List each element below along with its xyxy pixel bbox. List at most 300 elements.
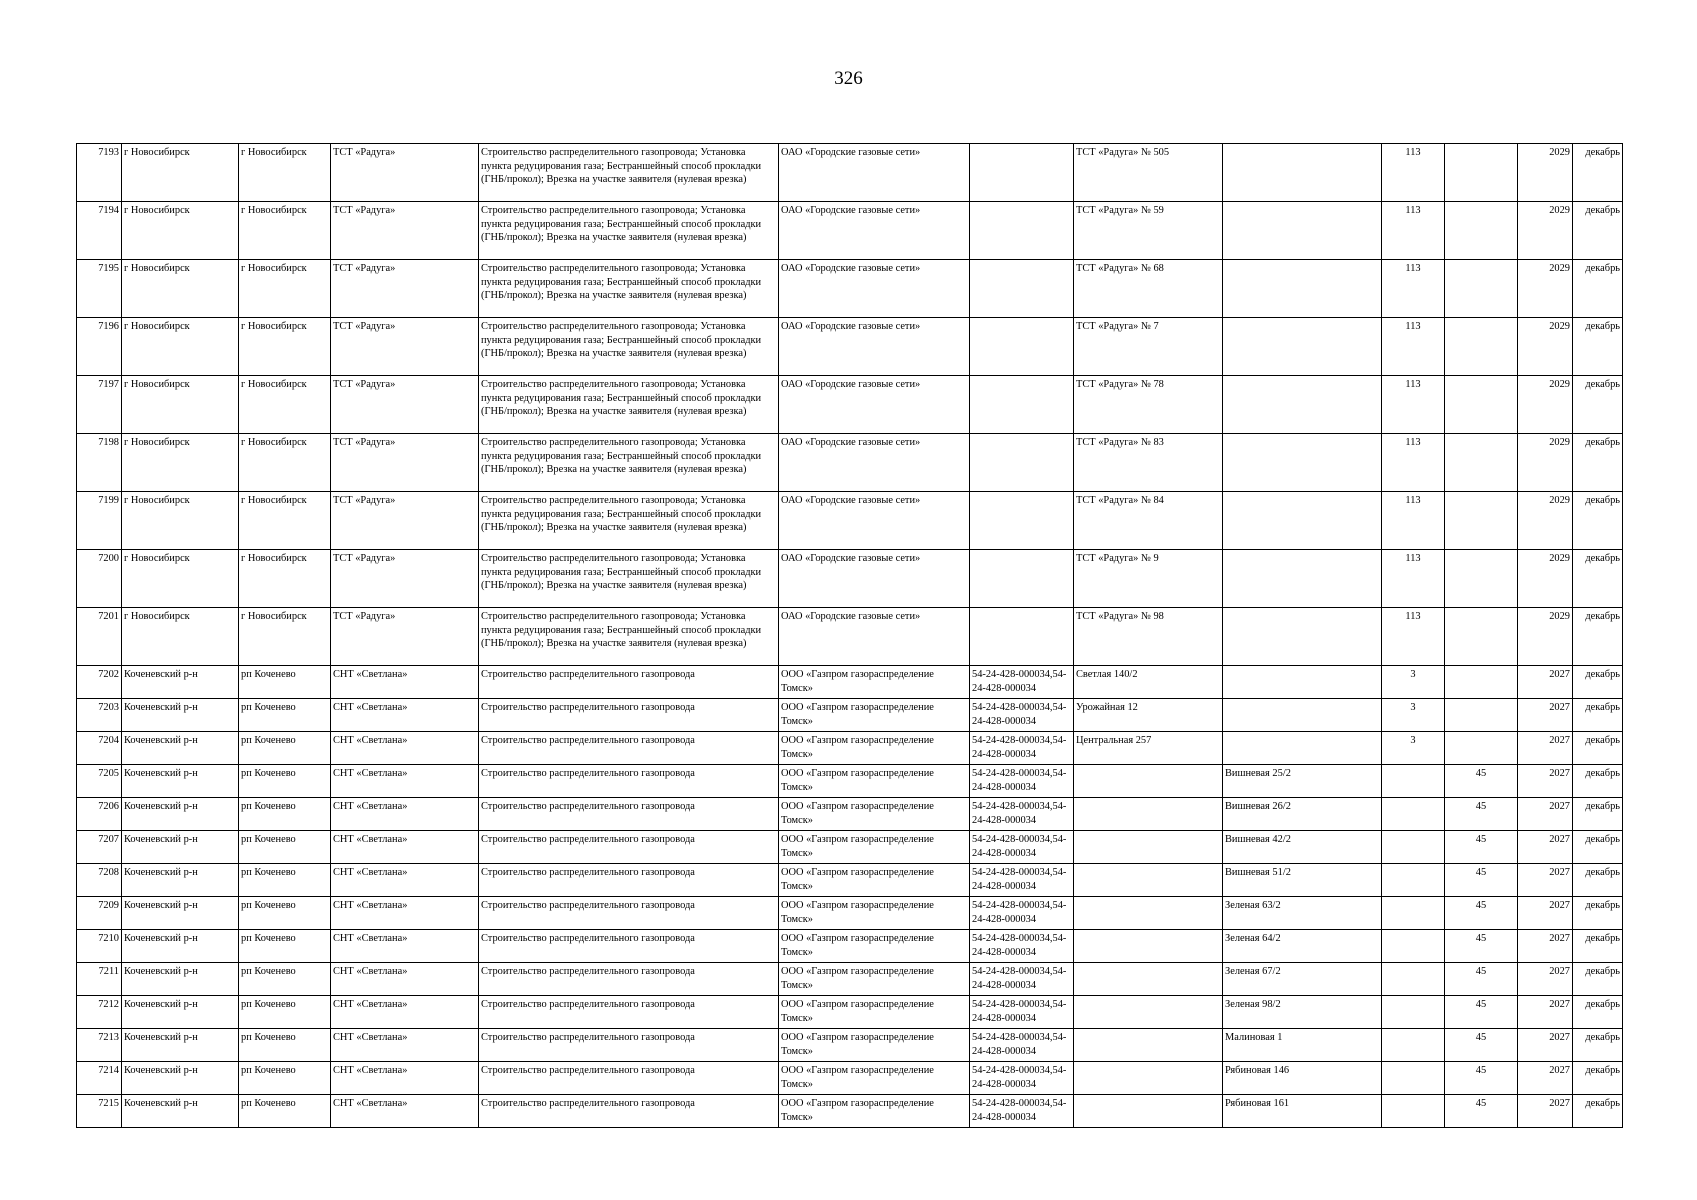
work-description-cell: Строительство распределительного газопровода <box>479 732 779 765</box>
table-row <box>77 1062 1623 1095</box>
district-cell: г Новосибирск <box>122 376 239 434</box>
partnership-cell: СНТ «Светлана» <box>331 996 479 1029</box>
partnership-cell: ТСТ «Радуга» <box>331 434 479 492</box>
object-address-cell <box>1074 864 1223 897</box>
object-address-alt-cell: Рябиновая 146 <box>1223 1062 1382 1095</box>
table-row <box>77 260 1623 318</box>
value-b-cell <box>1445 492 1518 550</box>
cadastral-number-cell: 54-24-428-000034,54-24-428-000034 <box>970 666 1074 699</box>
month-cell: декабрь <box>1573 963 1623 996</box>
row-number: 7206 <box>77 798 122 831</box>
value-b-cell: 45 <box>1445 996 1518 1029</box>
cadastral-number-cell <box>970 434 1074 492</box>
month-cell: декабрь <box>1573 260 1623 318</box>
object-address-alt-cell <box>1223 608 1382 666</box>
work-description-cell: Строительство распределительного газопровода; Установка пункта редуцирования газа; Бестраншейный способ прокладки (ГНБ/прокол); Врезка на участке заявителя (нулевая врезка) <box>479 260 779 318</box>
table-body <box>77 144 1623 1128</box>
table-row <box>77 897 1623 930</box>
cadastral-number-cell <box>970 260 1074 318</box>
cadastral-number-cell <box>970 318 1074 376</box>
year-cell: 2027 <box>1518 897 1573 930</box>
value-b-cell <box>1445 202 1518 260</box>
locality-cell: рп Коченево <box>239 864 331 897</box>
district-cell: Коченевский р-н <box>122 732 239 765</box>
work-description-cell: Строительство распределительного газопровода; Установка пункта редуцирования газа; Бестраншейный способ прокладки (ГНБ/прокол); Врезка на участке заявителя (нулевая врезка) <box>479 434 779 492</box>
table-row <box>77 492 1623 550</box>
operator-cell: ООО «Газпром газораспределение Томск» <box>779 732 970 765</box>
month-cell: декабрь <box>1573 1095 1623 1128</box>
year-cell: 2027 <box>1518 1095 1573 1128</box>
object-address-cell <box>1074 897 1223 930</box>
object-address-cell <box>1074 963 1223 996</box>
partnership-cell: СНТ «Светлана» <box>331 1095 479 1128</box>
year-cell: 2029 <box>1518 318 1573 376</box>
locality-cell: г Новосибирск <box>239 144 331 202</box>
table-row <box>77 318 1623 376</box>
cadastral-number-cell: 54-24-428-000034,54-24-428-000034 <box>970 930 1074 963</box>
district-cell: г Новосибирск <box>122 608 239 666</box>
object-address-alt-cell: Зеленая 63/2 <box>1223 897 1382 930</box>
month-cell: декабрь <box>1573 550 1623 608</box>
operator-cell: ОАО «Городские газовые сети» <box>779 144 970 202</box>
partnership-cell: ТСТ «Радуга» <box>331 318 479 376</box>
district-cell: Коченевский р-н <box>122 930 239 963</box>
value-b-cell <box>1445 434 1518 492</box>
year-cell: 2027 <box>1518 1029 1573 1062</box>
value-b-cell <box>1445 376 1518 434</box>
object-address-alt-cell <box>1223 699 1382 732</box>
district-cell: Коченевский р-н <box>122 831 239 864</box>
locality-cell: рп Коченево <box>239 1095 331 1128</box>
row-number: 7200 <box>77 550 122 608</box>
operator-cell: ООО «Газпром газораспределение Томск» <box>779 798 970 831</box>
row-number: 7209 <box>77 897 122 930</box>
row-number: 7193 <box>77 144 122 202</box>
month-cell: декабрь <box>1573 732 1623 765</box>
object-address-cell <box>1074 1062 1223 1095</box>
locality-cell: рп Коченево <box>239 699 331 732</box>
district-cell: Коченевский р-н <box>122 1095 239 1128</box>
row-number: 7205 <box>77 765 122 798</box>
locality-cell: рп Коченево <box>239 963 331 996</box>
cadastral-number-cell <box>970 608 1074 666</box>
row-number: 7197 <box>77 376 122 434</box>
operator-cell: ОАО «Городские газовые сети» <box>779 608 970 666</box>
district-cell: Коченевский р-н <box>122 699 239 732</box>
month-cell: декабрь <box>1573 831 1623 864</box>
partnership-cell: ТСТ «Радуга» <box>331 202 479 260</box>
value-a-cell <box>1382 798 1445 831</box>
value-a-cell <box>1382 897 1445 930</box>
district-cell: г Новосибирск <box>122 260 239 318</box>
table-row <box>77 608 1623 666</box>
district-cell: Коченевский р-н <box>122 897 239 930</box>
operator-cell: ОАО «Городские газовые сети» <box>779 260 970 318</box>
cadastral-number-cell: 54-24-428-000034,54-24-428-000034 <box>970 798 1074 831</box>
value-b-cell: 45 <box>1445 798 1518 831</box>
object-address-cell <box>1074 996 1223 1029</box>
object-address-alt-cell <box>1223 666 1382 699</box>
object-address-cell: ТСТ «Радуга» № 505 <box>1074 144 1223 202</box>
object-address-cell: Центральная 257 <box>1074 732 1223 765</box>
value-b-cell: 45 <box>1445 897 1518 930</box>
operator-cell: ОАО «Городские газовые сети» <box>779 376 970 434</box>
cadastral-number-cell: 54-24-428-000034,54-24-428-000034 <box>970 1095 1074 1128</box>
partnership-cell: СНТ «Светлана» <box>331 798 479 831</box>
operator-cell: ОАО «Городские газовые сети» <box>779 492 970 550</box>
page-number: 326 <box>834 68 863 89</box>
year-cell: 2029 <box>1518 376 1573 434</box>
locality-cell: рп Коченево <box>239 798 331 831</box>
work-description-cell: Строительство распределительного газопровода; Установка пункта редуцирования газа; Бестраншейный способ прокладки (ГНБ/прокол); Врезка на участке заявителя (нулевая врезка) <box>479 550 779 608</box>
partnership-cell: ТСТ «Радуга» <box>331 260 479 318</box>
value-b-cell: 45 <box>1445 1029 1518 1062</box>
month-cell: декабрь <box>1573 434 1623 492</box>
object-address-alt-cell: Зеленая 67/2 <box>1223 963 1382 996</box>
table-row <box>77 765 1623 798</box>
district-cell: Коченевский р-н <box>122 1029 239 1062</box>
work-description-cell: Строительство распределительного газопровода <box>479 963 779 996</box>
value-b-cell <box>1445 144 1518 202</box>
month-cell: декабрь <box>1573 144 1623 202</box>
value-b-cell: 45 <box>1445 765 1518 798</box>
year-cell: 2027 <box>1518 930 1573 963</box>
operator-cell: ООО «Газпром газораспределение Томск» <box>779 765 970 798</box>
table-row <box>77 1095 1623 1128</box>
row-number: 7195 <box>77 260 122 318</box>
row-number: 7203 <box>77 699 122 732</box>
value-b-cell <box>1445 608 1518 666</box>
month-cell: декабрь <box>1573 765 1623 798</box>
partnership-cell: ТСТ «Радуга» <box>331 492 479 550</box>
locality-cell: г Новосибирск <box>239 492 331 550</box>
work-description-cell: Строительство распределительного газопровода; Установка пункта редуцирования газа; Бестраншейный способ прокладки (ГНБ/прокол); Врезка на участке заявителя (нулевая врезка) <box>479 376 779 434</box>
object-address-alt-cell <box>1223 550 1382 608</box>
object-address-alt-cell: Малиновая 1 <box>1223 1029 1382 1062</box>
value-b-cell: 45 <box>1445 864 1518 897</box>
district-cell: Коченевский р-н <box>122 864 239 897</box>
cadastral-number-cell <box>970 492 1074 550</box>
object-address-cell <box>1074 1029 1223 1062</box>
cadastral-number-cell: 54-24-428-000034,54-24-428-000034 <box>970 864 1074 897</box>
gasification-table <box>76 143 1623 1128</box>
year-cell: 2027 <box>1518 732 1573 765</box>
work-description-cell: Строительство распределительного газопровода <box>479 1029 779 1062</box>
operator-cell: ОАО «Городские газовые сети» <box>779 318 970 376</box>
value-b-cell <box>1445 550 1518 608</box>
object-address-alt-cell <box>1223 434 1382 492</box>
object-address-alt-cell <box>1223 202 1382 260</box>
table-row <box>77 798 1623 831</box>
object-address-alt-cell: Вишневая 25/2 <box>1223 765 1382 798</box>
month-cell: декабрь <box>1573 897 1623 930</box>
work-description-cell: Строительство распределительного газопровода; Установка пункта редуцирования газа; Бестраншейный способ прокладки (ГНБ/прокол); Врезка на участке заявителя (нулевая врезка) <box>479 492 779 550</box>
year-cell: 2027 <box>1518 765 1573 798</box>
district-cell: г Новосибирск <box>122 202 239 260</box>
row-number: 7201 <box>77 608 122 666</box>
locality-cell: г Новосибирск <box>239 202 331 260</box>
value-a-cell <box>1382 1029 1445 1062</box>
operator-cell: ООО «Газпром газораспределение Томск» <box>779 864 970 897</box>
table-row <box>77 144 1623 202</box>
partnership-cell: СНТ «Светлана» <box>331 1062 479 1095</box>
work-description-cell: Строительство распределительного газопровода <box>479 798 779 831</box>
year-cell: 2029 <box>1518 434 1573 492</box>
row-number: 7208 <box>77 864 122 897</box>
month-cell: декабрь <box>1573 666 1623 699</box>
value-b-cell: 45 <box>1445 1062 1518 1095</box>
locality-cell: рп Коченево <box>239 1062 331 1095</box>
operator-cell: ООО «Газпром газораспределение Томск» <box>779 897 970 930</box>
table-row <box>77 699 1623 732</box>
table-row <box>77 831 1623 864</box>
row-number: 7214 <box>77 1062 122 1095</box>
row-number: 7215 <box>77 1095 122 1128</box>
object-address-alt-cell: Зеленая 98/2 <box>1223 996 1382 1029</box>
cadastral-number-cell <box>970 550 1074 608</box>
value-a-cell: 113 <box>1382 318 1445 376</box>
value-b-cell <box>1445 666 1518 699</box>
partnership-cell: СНТ «Светлана» <box>331 732 479 765</box>
partnership-cell: СНТ «Светлана» <box>331 897 479 930</box>
month-cell: декабрь <box>1573 1029 1623 1062</box>
object-address-cell: ТСТ «Радуга» № 78 <box>1074 376 1223 434</box>
value-a-cell <box>1382 1095 1445 1128</box>
value-b-cell <box>1445 260 1518 318</box>
operator-cell: ООО «Газпром газораспределение Томск» <box>779 996 970 1029</box>
object-address-alt-cell <box>1223 144 1382 202</box>
partnership-cell: ТСТ «Радуга» <box>331 608 479 666</box>
work-description-cell: Строительство распределительного газопровода <box>479 699 779 732</box>
object-address-alt-cell: Рябиновая 161 <box>1223 1095 1382 1128</box>
object-address-cell <box>1074 798 1223 831</box>
cadastral-number-cell: 54-24-428-000034,54-24-428-000034 <box>970 963 1074 996</box>
value-a-cell: 113 <box>1382 144 1445 202</box>
partnership-cell: СНТ «Светлана» <box>331 831 479 864</box>
partnership-cell: СНТ «Светлана» <box>331 765 479 798</box>
locality-cell: рп Коченево <box>239 732 331 765</box>
value-a-cell: 113 <box>1382 202 1445 260</box>
work-description-cell: Строительство распределительного газопровода; Установка пункта редуцирования газа; Бестраншейный способ прокладки (ГНБ/прокол); Врезка на участке заявителя (нулевая врезка) <box>479 202 779 260</box>
year-cell: 2027 <box>1518 1062 1573 1095</box>
operator-cell: ООО «Газпром газораспределение Томск» <box>779 1062 970 1095</box>
year-cell: 2029 <box>1518 550 1573 608</box>
work-description-cell: Строительство распределительного газопровода <box>479 1062 779 1095</box>
locality-cell: рп Коченево <box>239 930 331 963</box>
object-address-alt-cell <box>1223 260 1382 318</box>
partnership-cell: ТСТ «Радуга» <box>331 144 479 202</box>
object-address-alt-cell: Зеленая 64/2 <box>1223 930 1382 963</box>
table-row <box>77 1029 1623 1062</box>
locality-cell: рп Коченево <box>239 897 331 930</box>
value-b-cell <box>1445 699 1518 732</box>
value-a-cell: 113 <box>1382 550 1445 608</box>
partnership-cell: ТСТ «Радуга» <box>331 550 479 608</box>
operator-cell: ОАО «Городские газовые сети» <box>779 202 970 260</box>
operator-cell: ООО «Газпром газораспределение Томск» <box>779 963 970 996</box>
district-cell: Коченевский р-н <box>122 1062 239 1095</box>
table-row <box>77 376 1623 434</box>
value-a-cell <box>1382 831 1445 864</box>
year-cell: 2027 <box>1518 666 1573 699</box>
table-row <box>77 930 1623 963</box>
table-row <box>77 434 1623 492</box>
cadastral-number-cell: 54-24-428-000034,54-24-428-000034 <box>970 732 1074 765</box>
row-number: 7207 <box>77 831 122 864</box>
month-cell: декабрь <box>1573 699 1623 732</box>
value-b-cell <box>1445 318 1518 376</box>
object-address-cell <box>1074 1095 1223 1128</box>
table-row <box>77 550 1623 608</box>
operator-cell: ООО «Газпром газораспределение Томск» <box>779 699 970 732</box>
cadastral-number-cell <box>970 202 1074 260</box>
work-description-cell: Строительство распределительного газопровода <box>479 864 779 897</box>
work-description-cell: Строительство распределительного газопровода <box>479 765 779 798</box>
operator-cell: ООО «Газпром газораспределение Томск» <box>779 930 970 963</box>
object-address-cell: ТСТ «Радуга» № 9 <box>1074 550 1223 608</box>
month-cell: декабрь <box>1573 996 1623 1029</box>
year-cell: 2027 <box>1518 996 1573 1029</box>
locality-cell: г Новосибирск <box>239 434 331 492</box>
object-address-cell: ТСТ «Радуга» № 68 <box>1074 260 1223 318</box>
value-a-cell <box>1382 1062 1445 1095</box>
object-address-cell <box>1074 831 1223 864</box>
value-a-cell: 113 <box>1382 608 1445 666</box>
row-number: 7198 <box>77 434 122 492</box>
value-a-cell: 113 <box>1382 376 1445 434</box>
work-description-cell: Строительство распределительного газопровода <box>479 666 779 699</box>
object-address-alt-cell: Вишневая 42/2 <box>1223 831 1382 864</box>
partnership-cell: ТСТ «Радуга» <box>331 376 479 434</box>
locality-cell: рп Коченево <box>239 666 331 699</box>
month-cell: декабрь <box>1573 930 1623 963</box>
value-a-cell <box>1382 930 1445 963</box>
value-b-cell: 45 <box>1445 930 1518 963</box>
month-cell: декабрь <box>1573 864 1623 897</box>
work-description-cell: Строительство распределительного газопровода; Установка пункта редуцирования газа; Бестраншейный способ прокладки (ГНБ/прокол); Врезка на участке заявителя (нулевая врезка) <box>479 608 779 666</box>
table-row <box>77 666 1623 699</box>
month-cell: декабрь <box>1573 492 1623 550</box>
row-number: 7199 <box>77 492 122 550</box>
table-row <box>77 864 1623 897</box>
cadastral-number-cell: 54-24-428-000034,54-24-428-000034 <box>970 765 1074 798</box>
table-row <box>77 202 1623 260</box>
year-cell: 2029 <box>1518 608 1573 666</box>
object-address-alt-cell <box>1223 732 1382 765</box>
month-cell: декабрь <box>1573 608 1623 666</box>
object-address-alt-cell: Вишневая 26/2 <box>1223 798 1382 831</box>
object-address-cell: Светлая 140/2 <box>1074 666 1223 699</box>
value-a-cell <box>1382 765 1445 798</box>
district-cell: г Новосибирск <box>122 550 239 608</box>
value-a-cell: 3 <box>1382 699 1445 732</box>
year-cell: 2029 <box>1518 492 1573 550</box>
operator-cell: ОАО «Городские газовые сети» <box>779 550 970 608</box>
district-cell: Коченевский р-н <box>122 963 239 996</box>
locality-cell: рп Коченево <box>239 765 331 798</box>
cadastral-number-cell: 54-24-428-000034,54-24-428-000034 <box>970 996 1074 1029</box>
locality-cell: рп Коченево <box>239 1029 331 1062</box>
work-description-cell: Строительство распределительного газопровода; Установка пункта редуцирования газа; Бестраншейный способ прокладки (ГНБ/прокол); Врезка на участке заявителя (нулевая врезка) <box>479 144 779 202</box>
row-number: 7204 <box>77 732 122 765</box>
year-cell: 2027 <box>1518 831 1573 864</box>
work-description-cell: Строительство распределительного газопровода <box>479 831 779 864</box>
locality-cell: рп Коченево <box>239 831 331 864</box>
district-cell: г Новосибирск <box>122 434 239 492</box>
month-cell: декабрь <box>1573 798 1623 831</box>
district-cell: Коченевский р-н <box>122 765 239 798</box>
locality-cell: г Новосибирск <box>239 376 331 434</box>
locality-cell: рп Коченево <box>239 996 331 1029</box>
value-b-cell: 45 <box>1445 1095 1518 1128</box>
row-number: 7196 <box>77 318 122 376</box>
district-cell: г Новосибирск <box>122 144 239 202</box>
value-b-cell: 45 <box>1445 963 1518 996</box>
cadastral-number-cell: 54-24-428-000034,54-24-428-000034 <box>970 897 1074 930</box>
cadastral-number-cell <box>970 376 1074 434</box>
year-cell: 2027 <box>1518 699 1573 732</box>
value-a-cell <box>1382 996 1445 1029</box>
row-number: 7213 <box>77 1029 122 1062</box>
month-cell: декабрь <box>1573 202 1623 260</box>
value-a-cell: 3 <box>1382 666 1445 699</box>
value-a-cell: 113 <box>1382 492 1445 550</box>
work-description-cell: Строительство распределительного газопровода <box>479 1095 779 1128</box>
row-number: 7211 <box>77 963 122 996</box>
object-address-alt-cell <box>1223 318 1382 376</box>
locality-cell: г Новосибирск <box>239 550 331 608</box>
row-number: 7202 <box>77 666 122 699</box>
table-row <box>77 732 1623 765</box>
month-cell: декабрь <box>1573 376 1623 434</box>
cadastral-number-cell <box>970 144 1074 202</box>
object-address-alt-cell: Вишневая 51/2 <box>1223 864 1382 897</box>
object-address-cell: ТСТ «Радуга» № 83 <box>1074 434 1223 492</box>
value-a-cell: 113 <box>1382 260 1445 318</box>
operator-cell: ООО «Газпром газораспределение Томск» <box>779 1095 970 1128</box>
year-cell: 2029 <box>1518 144 1573 202</box>
work-description-cell: Строительство распределительного газопровода <box>479 930 779 963</box>
month-cell: декабрь <box>1573 1062 1623 1095</box>
locality-cell: г Новосибирск <box>239 260 331 318</box>
object-address-cell: ТСТ «Радуга» № 7 <box>1074 318 1223 376</box>
object-address-alt-cell <box>1223 376 1382 434</box>
operator-cell: ООО «Газпром газораспределение Томск» <box>779 666 970 699</box>
district-cell: г Новосибирск <box>122 492 239 550</box>
work-description-cell: Строительство распределительного газопровода <box>479 996 779 1029</box>
year-cell: 2029 <box>1518 202 1573 260</box>
district-cell: Коченевский р-н <box>122 666 239 699</box>
row-number: 7210 <box>77 930 122 963</box>
object-address-cell <box>1074 765 1223 798</box>
month-cell: декабрь <box>1573 318 1623 376</box>
value-b-cell: 45 <box>1445 831 1518 864</box>
operator-cell: ООО «Газпром газораспределение Томск» <box>779 1029 970 1062</box>
table-row <box>77 996 1623 1029</box>
cadastral-number-cell: 54-24-428-000034,54-24-428-000034 <box>970 1062 1074 1095</box>
partnership-cell: СНТ «Светлана» <box>331 930 479 963</box>
partnership-cell: СНТ «Светлана» <box>331 963 479 996</box>
year-cell: 2027 <box>1518 798 1573 831</box>
locality-cell: г Новосибирск <box>239 318 331 376</box>
object-address-cell <box>1074 930 1223 963</box>
work-description-cell: Строительство распределительного газопровода <box>479 897 779 930</box>
work-description-cell: Строительство распределительного газопровода; Установка пункта редуцирования газа; Бестраншейный способ прокладки (ГНБ/прокол); Врезка на участке заявителя (нулевая врезка) <box>479 318 779 376</box>
value-a-cell <box>1382 963 1445 996</box>
cadastral-number-cell: 54-24-428-000034,54-24-428-000034 <box>970 1029 1074 1062</box>
year-cell: 2027 <box>1518 864 1573 897</box>
partnership-cell: СНТ «Светлана» <box>331 699 479 732</box>
